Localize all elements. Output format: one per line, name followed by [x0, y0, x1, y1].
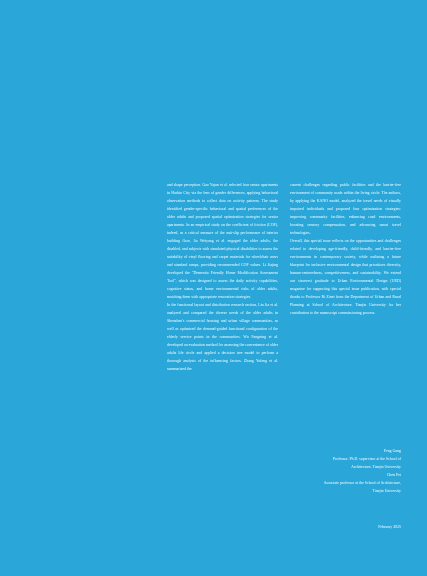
author-affiliation: Tianjin University [372, 489, 401, 493]
author-name: Chen Fei [386, 473, 401, 477]
author-title: Associate professor at the School of Architecture, [323, 481, 401, 485]
publication-date: February 2025 [378, 525, 401, 529]
author-affiliation: Architecture, Tianjin University [351, 465, 401, 469]
paragraph: current challenges regarding public facilities and the barrier-free environment of community roads within the living circle. The authors, by applying the KANO model, analyzed the travel needs of visually impaired individuals and proposed four optimization strategies: improving community facilities, enhancing road environments, boosting sensory compensation, and advancing smart travel technologies. [290, 183, 401, 235]
author-title: Professor, Ph.D. supervisor at the School of [332, 457, 401, 461]
paragraph: In the functional layout and distribution research section, Lin Jia et al. analyzed and compared the diverse needs of the older adults in Shenzhen's commercial housing and urban village communities, as well as optimized the demand-guided functional configuration of the elderly service points in the communities. Wu Fangning et al. developed an evaluation method for assessing the convenience of older adults life circle and applied a decision tree model to perform a thorough analysis of the influencing factors. Zhang Yufeng et al. summarized the [167, 303, 278, 371]
paragraph: and shape perception. Gao Yajun et al. selected four senior apartments in Harbin City via the lens of gender differences, applying behavioral observation methods to collect data on activity patterns. The study identified gender-specific behavioral and spatial preferences of the older adults and proposed spatial optimization strategies for senior apartments. In an empirical study on the coefficient of friction (COF), indeed, as a critical measure of the anti-slip performance of interior building floor, Jia Weiyang et al. engaged the older adults, the disabled, and subjects with simulated physical disabilities to assess the suitability of vinyl flooring and carpet materials for wheelchair users and standard ramps, providing recommended COF values. Li Jiajing developed the "Dementia Friendly Home Modification Assessment Tool", which was designed to assess the daily activity capabilities, cognitive status, and home environmental risks of older adults, matching them with appropriate renovation strategies. [167, 183, 278, 299]
author-signature [251, 447, 401, 495]
left-text-column [167, 181, 278, 373]
paragraph: Overall, this special issue reflects on the opportunities and challenges related to developing age-friendly, child-friendly, and barrier-free environments in contemporary society, while outlining a future blueprint for inclusive environmental design that prioritizes diversity, human-centeredness, competitiveness, and sustainability. We extend our sincerest gratitude to Urban Environmental Design (UED) magazine for supporting this special issue publication, with special thanks to Professor Ri Zinei from the Department of Urban and Rural Planning at School of Architecture, Tianjin University for her contribution to the manuscript commissioning process. [290, 239, 401, 315]
right-text-column [290, 181, 401, 317]
author-name: Feng Gang [383, 449, 401, 453]
